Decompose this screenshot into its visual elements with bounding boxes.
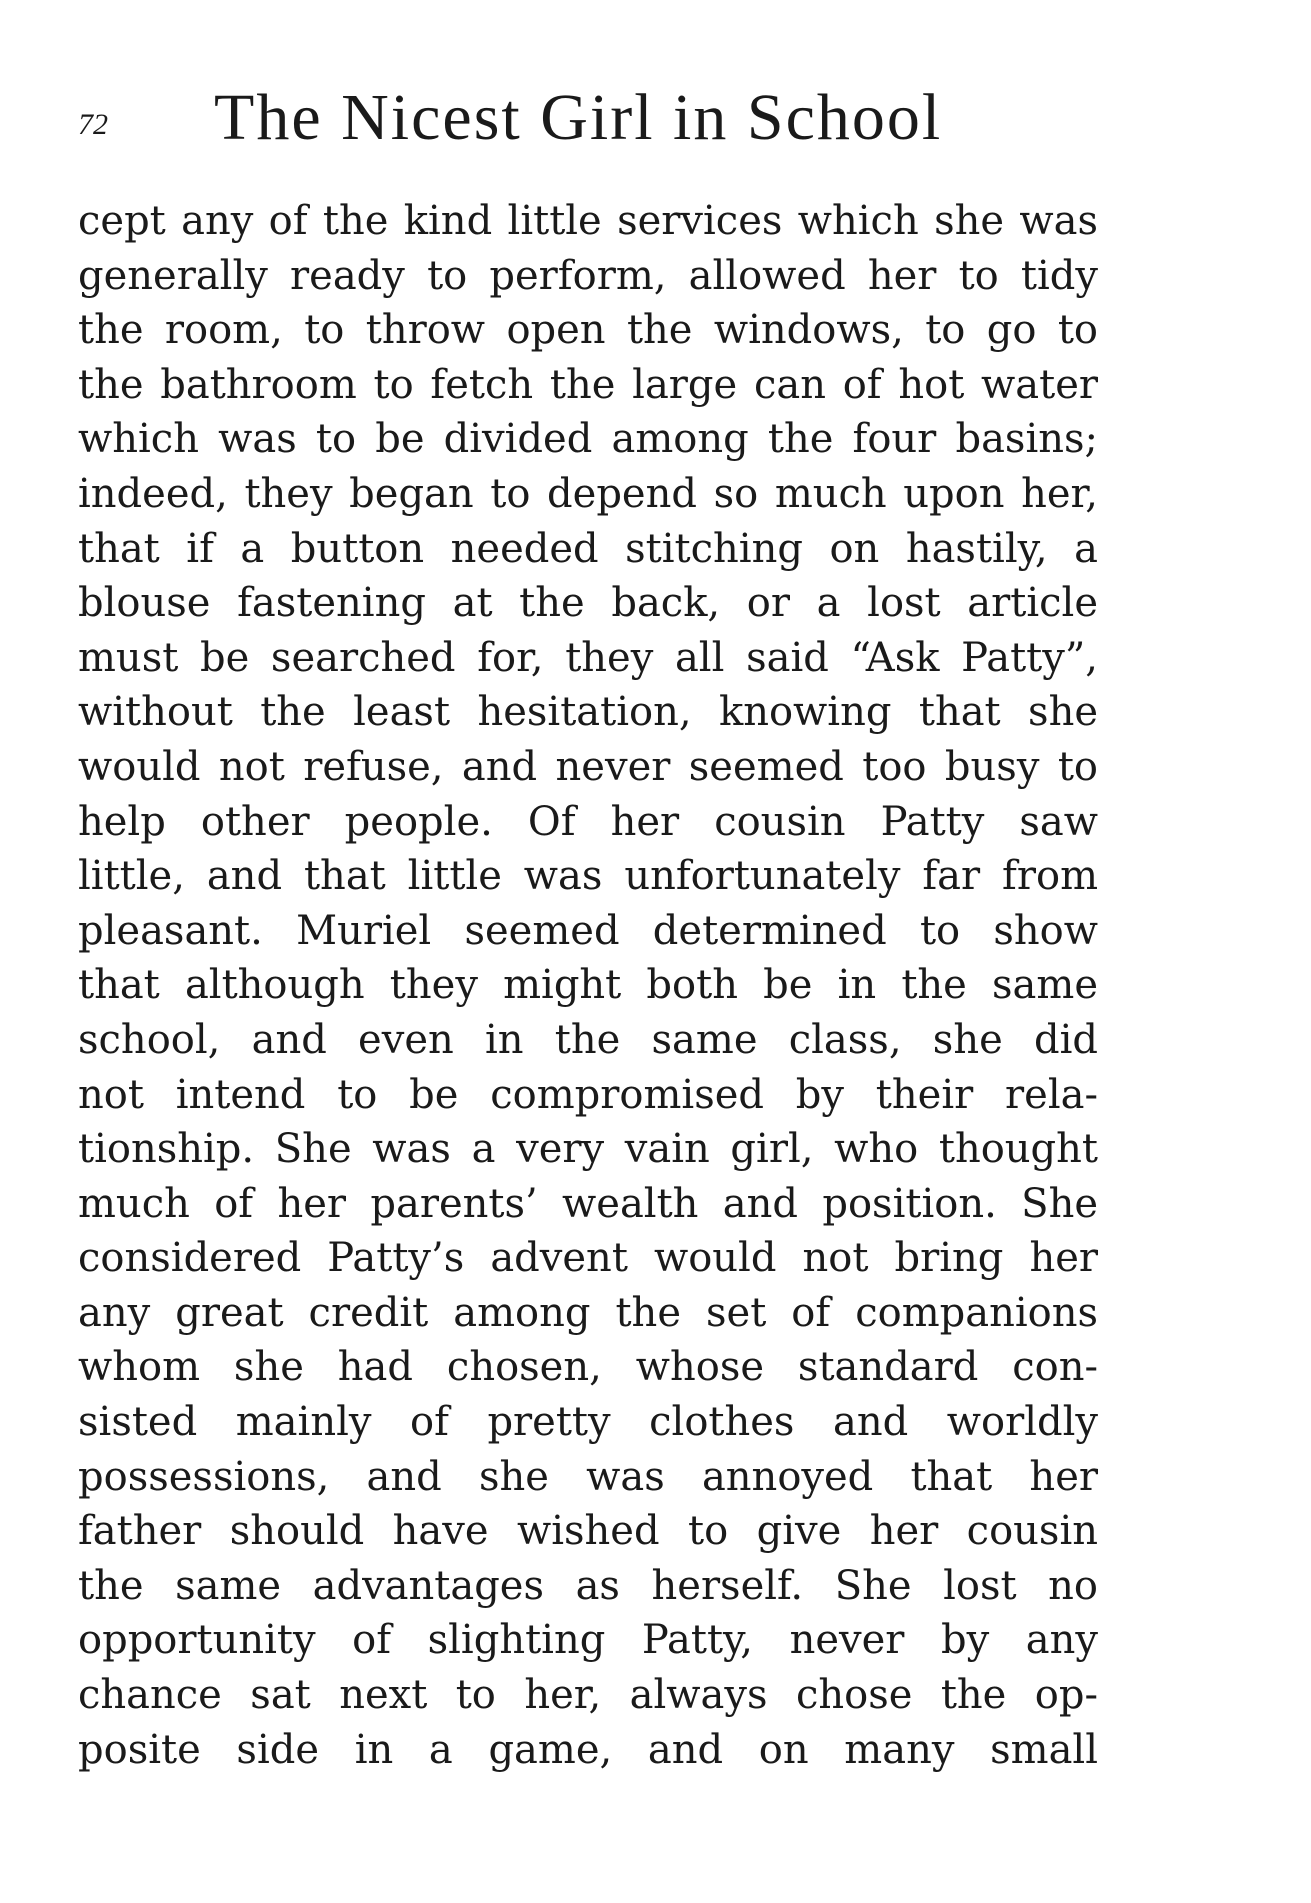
text-line: the same advantages as herself. She lost no [78,1562,1098,1609]
text-line: not intend to be compromised by their rela- [78,1071,1098,1118]
text-line: school, and even in the same class, she did [78,1016,1098,1063]
text-line: sisted mainly of pretty clothes and worldly [78,1399,1098,1446]
page-number: 72 [78,108,108,141]
text-line: which was to be divided among the four basins; [78,416,1098,463]
running-title: The Nicest Girl in School [214,81,943,154]
text-line: cept any of the kind little services which she was [78,198,1098,244]
text-line: posite side in a game, and on many small [78,1726,1098,1773]
text-line: pleasant. Muriel seemed determined to show [78,907,1098,954]
text-line: whom she had chosen, whose standard con- [78,1344,1098,1391]
text-line: tionship. She was a very vain girl, who thought [78,1126,1098,1173]
text-line: that although they might both be in the same [78,962,1098,1009]
running-head [78,78,1098,158]
text-line: that if a button needed stitching on hastily, a [78,525,1098,572]
text-line: possessions, and she was annoyed that her [78,1453,1098,1500]
text-line: the bathroom to fetch the large can of hot water [78,361,1098,408]
text-line: must be searched for, they all said “Ask Patty”, [78,634,1098,681]
text-line: little, and that little was unfortunately far from [78,853,1098,900]
body-text [78,194,1098,1777]
text-line: opportunity of slighting Patty, never by any [78,1617,1098,1664]
text-line: father should have wished to give her cousin [78,1508,1098,1555]
text-line: indeed, they began to depend so much upon her, [78,470,1098,517]
text-line: chance sat next to her, always chose the op- [78,1672,1098,1719]
text-line: much of her parents’ wealth and position. She [78,1180,1098,1227]
text-line: without the least hesitation, knowing that she [78,689,1098,736]
text-line: would not refuse, and never seemed too busy to [78,743,1098,790]
text-line: any great credit among the set of companions [78,1289,1098,1336]
text-line: generally ready to perform, allowed her to tidy [78,252,1098,299]
text-line: the room, to throw open the windows, to go to [78,307,1098,354]
text-line: help other people. Of her cousin Patty saw [78,798,1098,845]
text-line: considered Patty’s advent would not bring her [78,1235,1098,1282]
text-line: blouse fastening at the back, or a lost article [78,580,1098,627]
